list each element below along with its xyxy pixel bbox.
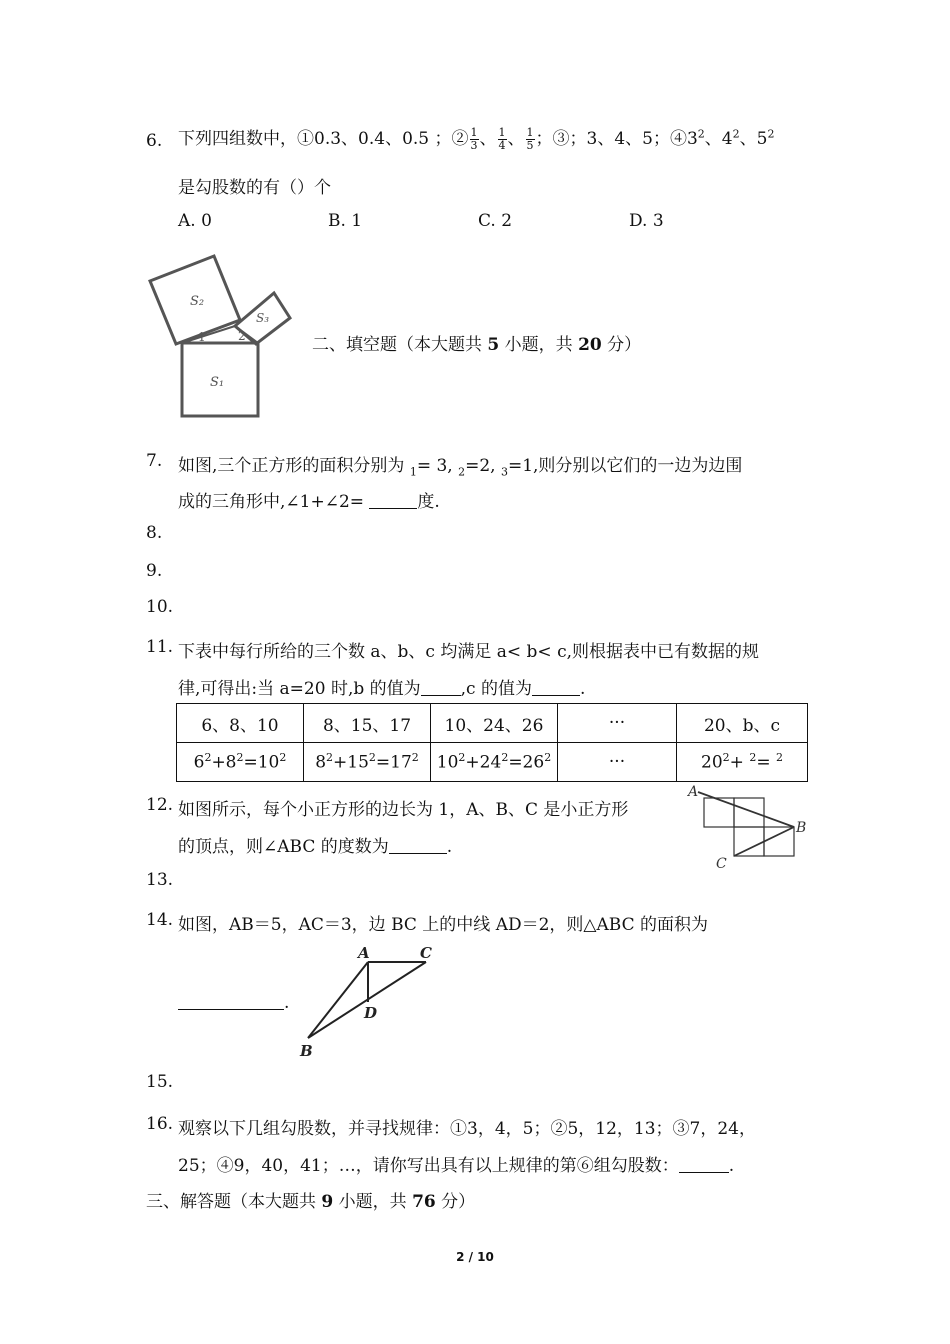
q6-option-d: D. 3	[629, 211, 664, 231]
table-cell: 20、b、c	[677, 704, 808, 743]
table-row	[177, 704, 808, 743]
section-3-heading: 三、解答题（本大题共 9 小题，共 76 分）	[146, 1192, 476, 1212]
q7-number: 7.	[146, 451, 163, 471]
q11-c-blank[interactable]	[532, 678, 580, 696]
section-2-heading: 二、填空题（本大题共 5 小题，共 20 分）	[312, 335, 642, 355]
label-b: B	[300, 1042, 313, 1060]
grid-figure	[686, 780, 812, 874]
pythagorean-table	[176, 703, 808, 782]
label-a: A	[358, 944, 370, 962]
q6-option-b: B. 1	[328, 211, 363, 231]
label-s2: S₂	[190, 294, 205, 309]
q6-option-a: A. 0	[178, 211, 212, 231]
table-cell: ···	[558, 743, 677, 782]
q7-answer-blank[interactable]	[369, 491, 417, 509]
q16-answer-blank[interactable]	[679, 1155, 729, 1173]
label-d: D	[364, 1004, 378, 1022]
q14-line1: 如图，AB＝5，AC＝3，边 BC 上的中线 AD＝2，则△ABC 的面积为	[178, 915, 709, 935]
q10-number: 10.	[146, 597, 174, 617]
q15-number: 15.	[146, 1072, 174, 1092]
q7-line2: 成的三角形中,∠1+∠2= 度.	[178, 492, 440, 512]
table-cell: ···	[558, 704, 677, 743]
q11-number: 11.	[146, 637, 174, 657]
table-cell: $20^2+ ^2= ^2$	[677, 743, 808, 782]
q6-number: 6.	[146, 131, 163, 151]
page-number: 2 / 10	[456, 1250, 494, 1264]
fraction-1-3: $\frac{1}{3}$	[470, 126, 478, 152]
q11-line1: 下表中每行所给的三个数 a、b、c 均满足 a< b< c,则根据表中已有数据的规	[178, 642, 759, 662]
table-cell: $8^2+15^2=17^2$	[304, 743, 431, 782]
q14-number: 14.	[146, 910, 174, 930]
angle-2-label: 2	[238, 329, 246, 343]
table-cell: 6、8、10	[177, 704, 304, 743]
triangle-figure	[296, 940, 446, 1062]
label-c: C	[716, 856, 727, 872]
q6-stem-line2: 是勾股数的有（）个	[178, 178, 331, 198]
table-row	[177, 743, 808, 782]
q11-line2: 律,可得出:当 a=20 时,b 的值为 ,c 的值为 .	[178, 679, 586, 699]
label-s3: S₃	[256, 311, 270, 325]
label-a: A	[688, 784, 699, 800]
q6-text-a: 下列四组数中，①0.3、0.4、0.5 ；②	[178, 129, 469, 149]
fraction-1-5: $\frac{1}{5}$	[526, 126, 534, 152]
label-s1: S₁	[210, 375, 225, 390]
q14-line2: .	[178, 992, 289, 1013]
q16-line2: 25；④9，40，41；…，请你写出具有以上规律的第⑥组勾股数： .	[178, 1156, 735, 1176]
q13-number: 13.	[146, 870, 174, 890]
q6-option-c: C. 2	[478, 211, 513, 231]
table-cell: 8、15、17	[304, 704, 431, 743]
squares-figure	[140, 248, 310, 420]
fraction-1-4: $\frac{1}{4}$	[498, 126, 506, 152]
q9-number: 9.	[146, 561, 163, 581]
q12-answer-blank[interactable]	[389, 836, 447, 854]
q12-number: 12.	[146, 795, 174, 815]
table-cell: $6^2+8^2=10^2$	[177, 743, 304, 782]
q16-number: 16.	[146, 1114, 174, 1134]
q12-line1: 如图所示，每个小正方形的边长为 1，A、B、C 是小正方形	[178, 800, 629, 820]
label-c: C	[420, 944, 432, 962]
q12-line2: 的顶点，则∠ABC 的度数为 .	[178, 837, 453, 857]
q14-answer-blank[interactable]	[178, 992, 284, 1010]
table-cell: 10、24、26	[431, 704, 558, 743]
angle-1-label: 1	[198, 330, 206, 344]
label-b: B	[796, 820, 807, 836]
q16-line1: 观察以下几组勾股数，并寻找规律：①3，4，5；②5，12，13；③7，24，	[178, 1119, 756, 1139]
q6-stem-line1: 下列四组数中，①0.3、0.4、0.5 ；② $\frac{1}{3}$ 、 $\frac{1}{4}$ 、 $\frac{1}{5}$ ；③；3、4、5；$④3^2$、$4^2$、$5^2$	[178, 126, 775, 152]
table-cell: $10^2+24^2=26^2$	[431, 743, 558, 782]
q8-number: 8.	[146, 523, 163, 543]
q6-text-b: ；③；3、4、5；④3	[535, 129, 698, 149]
q7-line1: 如图,三个正方形的面积分别为 $_1$= 3, $_2$=2, $_3$=1,则分别以它们的一边为边围	[178, 456, 743, 479]
q11-b-blank[interactable]	[421, 678, 461, 696]
